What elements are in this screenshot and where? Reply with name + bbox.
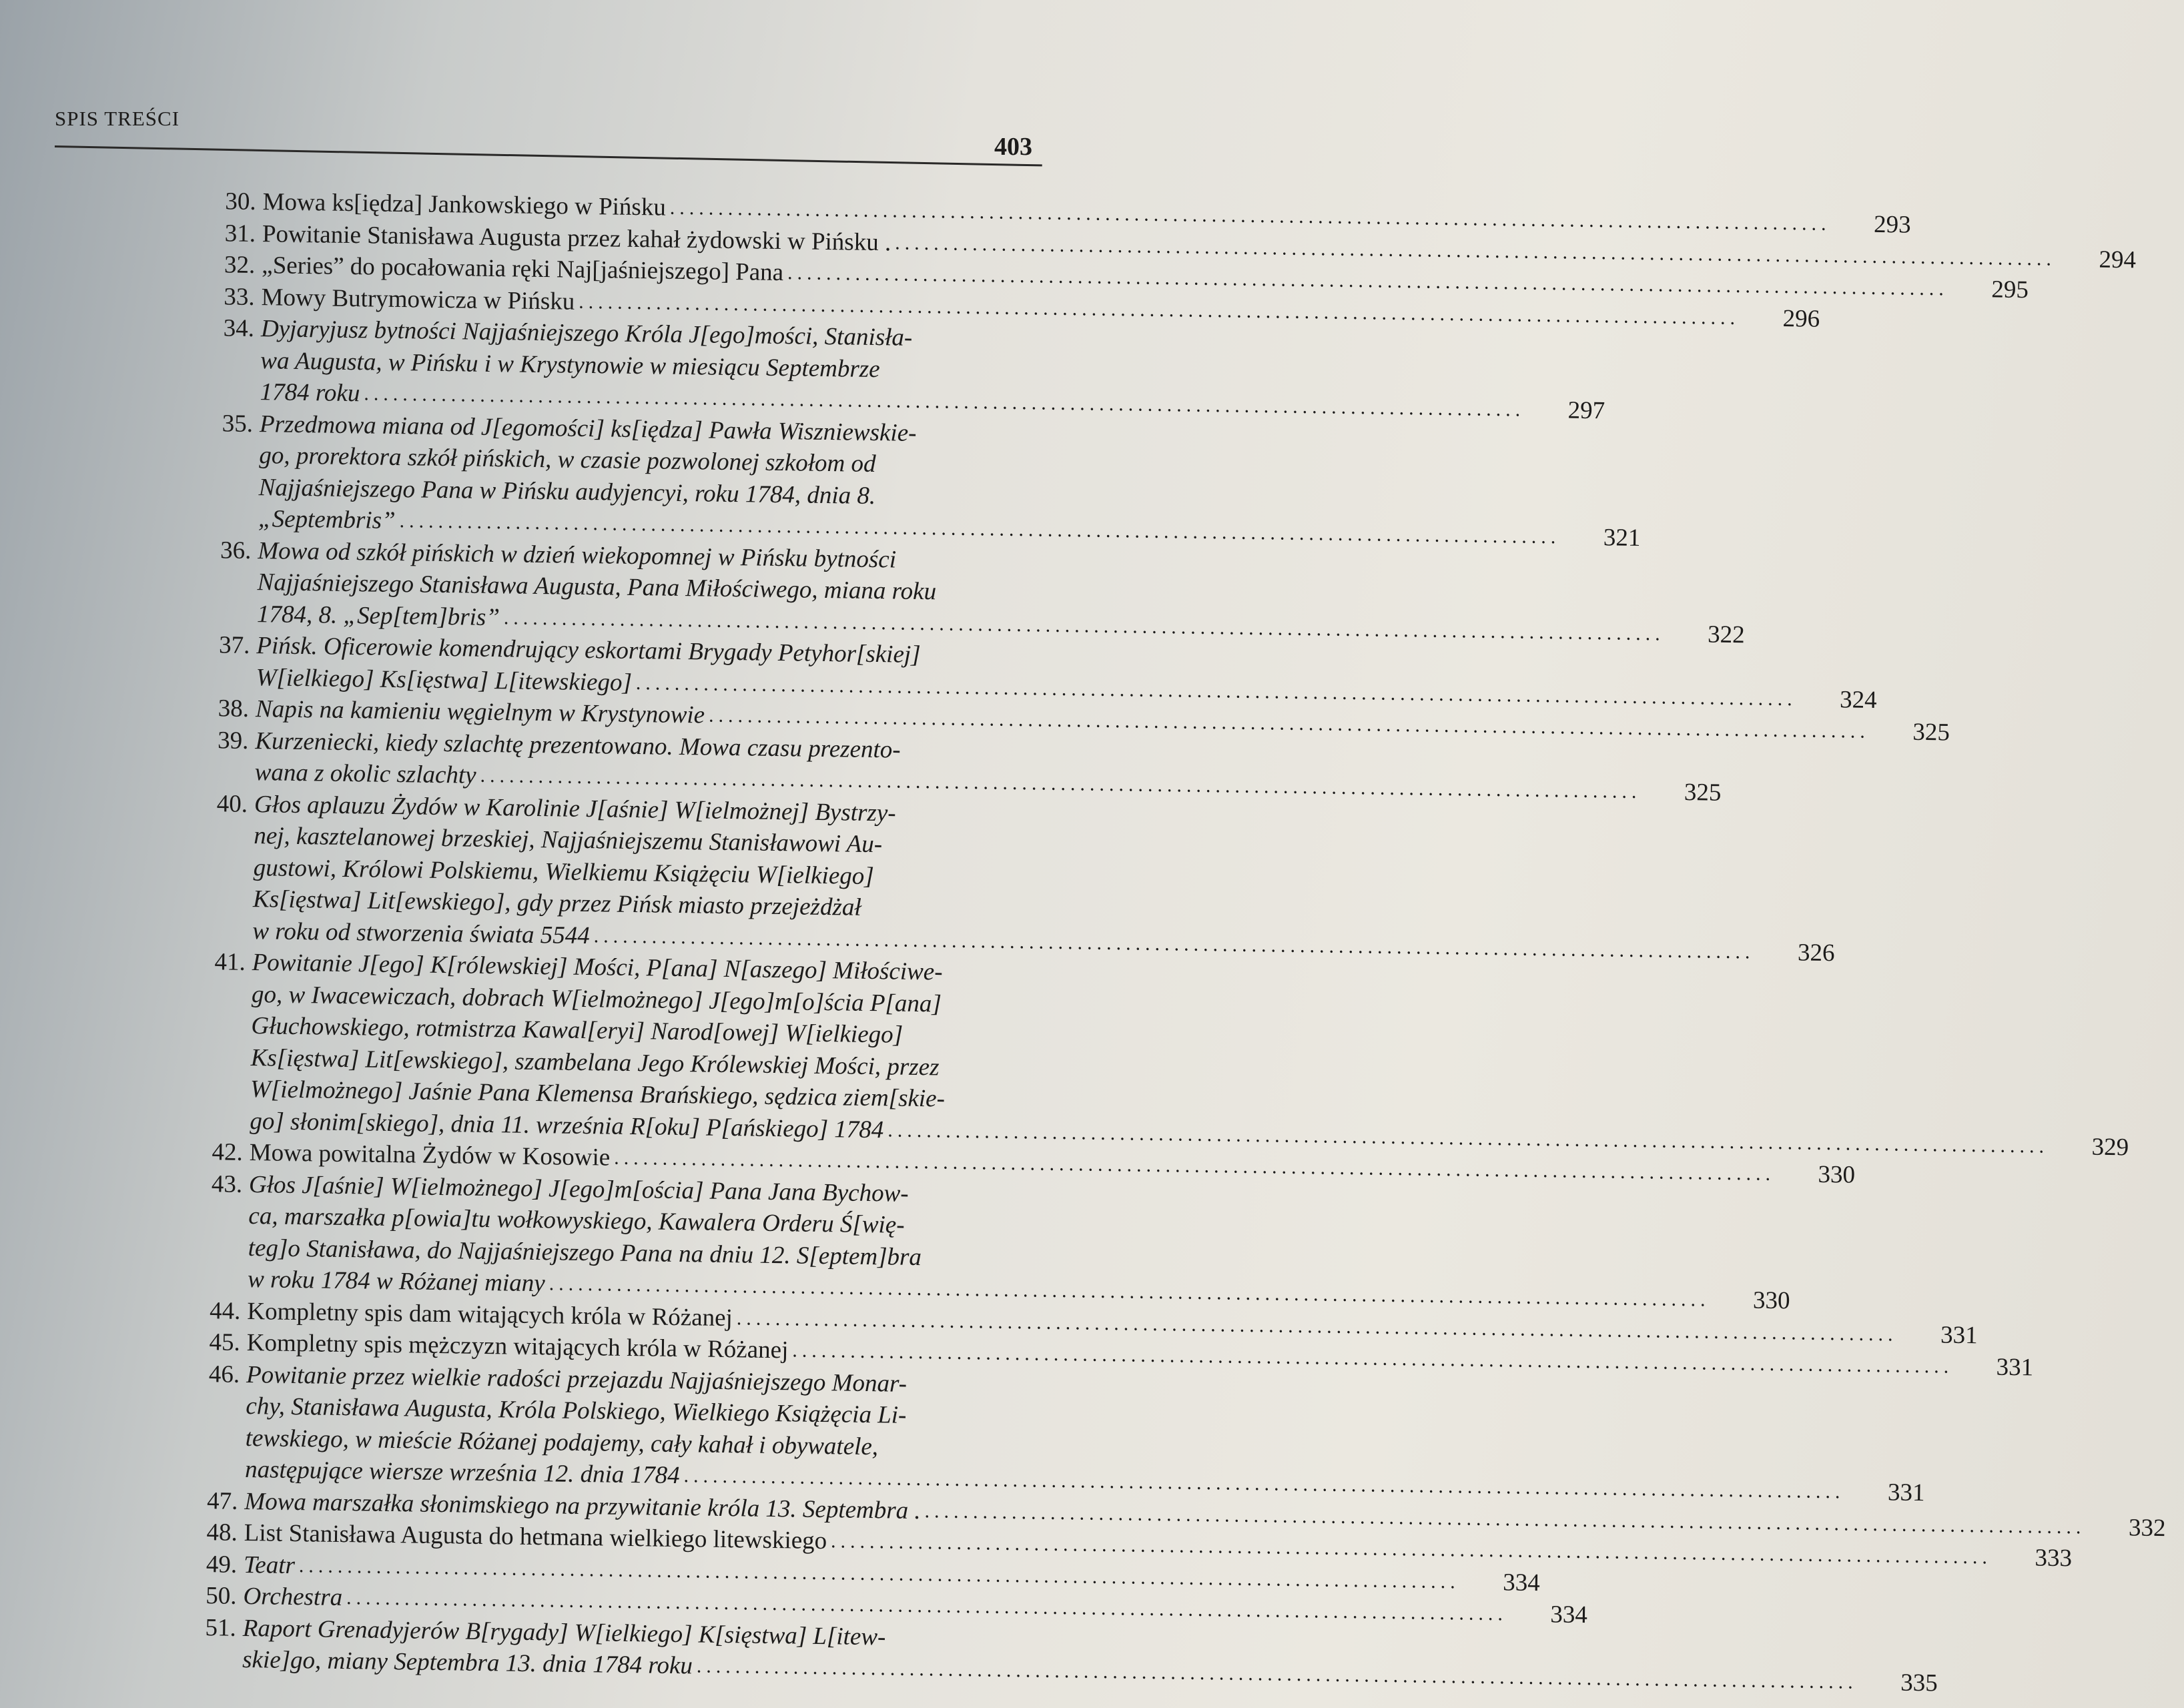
entry-title-line: Ks[ięstwa] Lit[ewskiego], szambelana Jego Królewskiej Mości, przez <box>250 1043 940 1081</box>
leader-dots: ........................................................................................................................ <box>895 231 2057 270</box>
entry-title <box>252 789 1836 969</box>
entry-title-line: gustowi, Królowi Polskiemu, Wielkiemu Książęciu W[ielkiego] <box>253 853 874 890</box>
entry-title-line: Kurzeniecki, kiedy szlachtę prezentowano. Mowa czasu prezento- <box>255 727 901 764</box>
entry-page-number: 293 <box>1873 210 1911 239</box>
entry-title-line: 1784 roku <box>260 378 360 408</box>
entry-title <box>250 947 2131 1163</box>
entry-title-line: Raport Grenadyjerów B[rygady] W[ielkiego] K[sięstwa] L[itew- <box>242 1614 886 1651</box>
leader-dots: ........................................................................................................................ <box>579 290 1740 329</box>
entry-page-number: 297 <box>1567 396 1605 425</box>
entry-title-line: Powitanie Stanisława Augusta przez kahał żydowski w Pińsku . <box>262 220 891 256</box>
entry-title-line: teg]o Stanisława, do Najjaśniejszego Pana na dniu 12. S[eptem]bra <box>248 1234 922 1271</box>
entry-title-line: Dyjaryjusz bytności Najjaśniejszego Króla J[ego]mości, Stanisła- <box>260 315 913 352</box>
entry-title-line: Kompletny spis mężczyzn witających króla w Różanej <box>246 1329 789 1364</box>
leader-dots: ........................................................................................................................ <box>480 764 1642 803</box>
entry-title-line: W[ielmożnego] Jaśnie Pana Klemensa Brańskiego, sędzica ziem[skie- <box>250 1076 946 1113</box>
header-rule <box>55 145 1042 166</box>
entry-number: 31. <box>224 219 256 248</box>
leader-dots: ........................................................................................................................ <box>887 1118 2049 1158</box>
entry-title-line: go, prorektora szkół pińskich, w czasie pozwolonej szkołom od <box>259 442 876 478</box>
entry-title-line: Mowa marszałka słonimskiego na przywitanie króla 13. Septembra . <box>244 1487 921 1525</box>
entry-title-line: Głos J[aśnie] W[ielmożnego] J[ego]m[ościa] Pana Jana Bychow- <box>248 1170 909 1208</box>
entry-title-line: Najjaśniejszego Stanisława Augusta, Pana Miłościwego, miana roku <box>257 568 937 606</box>
entry-title <box>248 1169 1792 1317</box>
entry-page-number: 331 <box>1887 1478 1925 1507</box>
entry-number: 34. <box>223 314 255 343</box>
entry-title-line: 1784, 8. „Sep[tem]bris” <box>256 600 500 631</box>
entry-page-number: 334 <box>1502 1568 1541 1597</box>
entry-page-number: 331 <box>1996 1353 2034 1382</box>
entry-number: 36. <box>220 536 252 564</box>
entry-page-number: 331 <box>1940 1320 1978 1349</box>
entry-title-line: Mowa powitalna Żydów w Kosowie <box>249 1139 611 1172</box>
entry-page-number: 295 <box>1991 276 2029 304</box>
entry-title-line: wana z okolic szlachty <box>254 759 476 789</box>
leader-dots: ........................................................................................................................ <box>364 382 1525 421</box>
entry-title-line: W[ielkiego] Ks[ięstwa] L[itewskiego] <box>256 663 633 697</box>
leader-dots: ........................................................................................................................ <box>736 1306 1898 1346</box>
entry-number: 33. <box>224 282 255 311</box>
entry-title-line: List Stanisława Augusta do hetmana wielkiego litewskiego <box>244 1519 827 1555</box>
leader-dots: ........................................................................................................................ <box>924 1499 2086 1539</box>
entry-number: 46. <box>208 1360 240 1388</box>
leader-dots: ........................................................................................................................ <box>696 1655 1858 1693</box>
entry-title-line: Głos aplauzu Żydów w Karolinie J[aśnie] W[ielmożnej] Bystrzy- <box>254 790 896 827</box>
entry-page-number: 334 <box>1550 1601 1588 1629</box>
entry-number: 50. <box>205 1582 237 1610</box>
entry-title <box>260 313 1605 427</box>
entry-page-number: 296 <box>1782 304 1820 333</box>
entry-number: 39. <box>217 726 249 755</box>
leader-dots: ........................................................................................................................ <box>683 1464 1845 1503</box>
leader-dots: ........................................................................................................................ <box>593 924 1755 963</box>
entry-number: 48. <box>206 1519 238 1547</box>
entry-title-line: skie]go, miany Septembra 13. dnia 1784 roku <box>242 1645 693 1680</box>
entry-page-number: 325 <box>1684 779 1722 807</box>
entry-number: 44. <box>209 1296 241 1325</box>
entry-title-line: w roku 1784 w Różanej miany <box>247 1266 546 1298</box>
entry-title <box>242 1612 1938 1699</box>
entry-page-number: 322 <box>1707 620 1746 649</box>
entry-title-line: w roku od stworzenia świata 5544 <box>252 917 591 949</box>
entry-number: 35. <box>222 409 254 438</box>
entry-title-line: Ks[ięstwa] Lit[ewskiego], gdy przez Pińsk miasto przejeżdżał <box>252 885 861 921</box>
leader-dots: ........................................................................................................................ <box>787 262 1949 300</box>
entry-title-line: Kompletny spis dam witających króla w Różanej <box>247 1297 733 1332</box>
entry-title-line: Teatr <box>243 1551 296 1579</box>
leader-dots: ........................................................................................................................ <box>399 510 1561 548</box>
entry-number: 30. <box>225 187 256 216</box>
entry-title-line: następujące wiersze września 12. dnia 1784 <box>244 1455 680 1490</box>
entry-number: 38. <box>218 695 250 723</box>
entry-number: 37. <box>218 631 250 659</box>
entry-title-line: Napis na kamieniu węgielnym w Krystynowie <box>255 695 705 729</box>
entry-page-number: 326 <box>1797 938 1835 967</box>
entry-title-line: Mowy Butrymowicza w Pińsku <box>261 283 575 316</box>
entry-number: 47. <box>206 1486 238 1515</box>
entry-number: 41. <box>214 948 246 976</box>
leader-dots: ........................................................................................................................ <box>708 704 1870 743</box>
entry-title-line: Mowa od szkół pińskich w dzień wiekopomnej w Pińsku bytności <box>258 536 897 573</box>
entry-title-line: Mowa ks[iędza] Jankowskiego w Pińsku <box>262 188 667 222</box>
entry-title-line: Orchestra <box>243 1582 343 1612</box>
entry-title-line: nej, kasztelanowej brzeskiej, Najjaśniejszemu Stanisławowi Au- <box>254 822 883 859</box>
entry-page-number: 333 <box>2035 1544 2073 1573</box>
entry-title <box>245 1359 1926 1509</box>
entry-title-line: „Series” do pocałowania ręki Naj[jaśniejszego] Pana <box>262 252 784 287</box>
leader-dots: ........................................................................................................................ <box>503 606 1665 645</box>
entry-number: 49. <box>206 1550 238 1579</box>
leader-dots: ........................................................................................................................ <box>669 196 1831 235</box>
entry-title-line: Pińsk. Oficerowie komendrujący eskortami Brygady Petyhor[skiej] <box>256 632 921 669</box>
entry-title-line: Najjaśniejszego Pana w Pińsku audyjencyi, roku 1784, dnia 8. <box>258 473 876 510</box>
entry-title-line: Przedmowa miana od J[egomości] ks[iędza] Pawła Wiszniewskie- <box>259 410 917 447</box>
entry-title-line: wa Augusta, w Pińsku i w Krystynowie w miesiącu Septembrze <box>260 346 880 383</box>
entry-title-line: Powitanie przez wielkie radości przejazdu Najjaśniejszego Monar- <box>246 1360 907 1398</box>
entry-number: 32. <box>224 251 256 280</box>
entry-page-number: 335 <box>1900 1669 1938 1697</box>
running-head: SPIS TREŚCI <box>55 107 180 130</box>
entry-page-number: 330 <box>1752 1286 1790 1315</box>
entry-title-line: Powitanie J[ego] K[rólewskiej] Mości, P[ana] N[aszego] Miłościwe- <box>252 949 943 986</box>
leader-dots: ........................................................................................................................ <box>830 1530 1992 1569</box>
table-of-contents <box>186 185 2166 1697</box>
entry-title-line: go] słonim[skiego], dnia 11. września R[oku] P[ańskiego] 1784 <box>250 1107 884 1144</box>
entry-page-number: 329 <box>2091 1133 2129 1161</box>
leader-dots: ........................................................................................................................ <box>549 1272 1710 1311</box>
entry-page-number: 325 <box>1912 718 1950 747</box>
leader-dots: ........................................................................................................................ <box>298 1554 1460 1593</box>
entry-title <box>258 408 1642 554</box>
entry-page-number: 321 <box>1603 524 1641 552</box>
entry-number: 45. <box>209 1328 241 1356</box>
entry-title-line: chy, Stanisława Augusta, Króla Polskiego, Wielkiego Książęcia Li- <box>246 1392 907 1429</box>
entry-page-number: 330 <box>1818 1160 1856 1189</box>
entry-page-number: 294 <box>2099 246 2137 274</box>
entry-title-line: Głuchowskiego, rotmistrza Kawal[eryi] Narod[owej] W[ielkiego] <box>251 1012 903 1049</box>
leader-dots: ........................................................................................................................ <box>346 1587 1508 1625</box>
entry-title-line: tewskiego, w mieście Różanej podajemy, cały kahał i obywatele, <box>245 1424 879 1460</box>
entry-number: 42. <box>212 1138 244 1166</box>
entry-number: 43. <box>211 1170 243 1198</box>
entry-page-number: 332 <box>2128 1513 2166 1542</box>
leader-dots: ........................................................................................................................ <box>792 1339 1954 1378</box>
entry-title-line: „Septembris” <box>258 505 396 534</box>
entry-number: 51. <box>205 1613 237 1642</box>
page-number: 403 <box>994 133 1032 161</box>
entry-page-number: 324 <box>1839 685 1877 714</box>
entry-number: 40. <box>216 789 248 818</box>
leader-dots: ........................................................................................................................ <box>614 1146 1776 1185</box>
entry-title-line: go, w Iwacewiczach, dobrach W[ielmożnego] J[ego]m[o]ścia P[ana] <box>251 980 942 1017</box>
leader-dots: ........................................................................................................................ <box>635 671 1797 710</box>
entry-title-line: ca, marszałka p[owia]tu wołkowyskiego, Kawalera Orderu Ś[wię- <box>248 1202 905 1239</box>
